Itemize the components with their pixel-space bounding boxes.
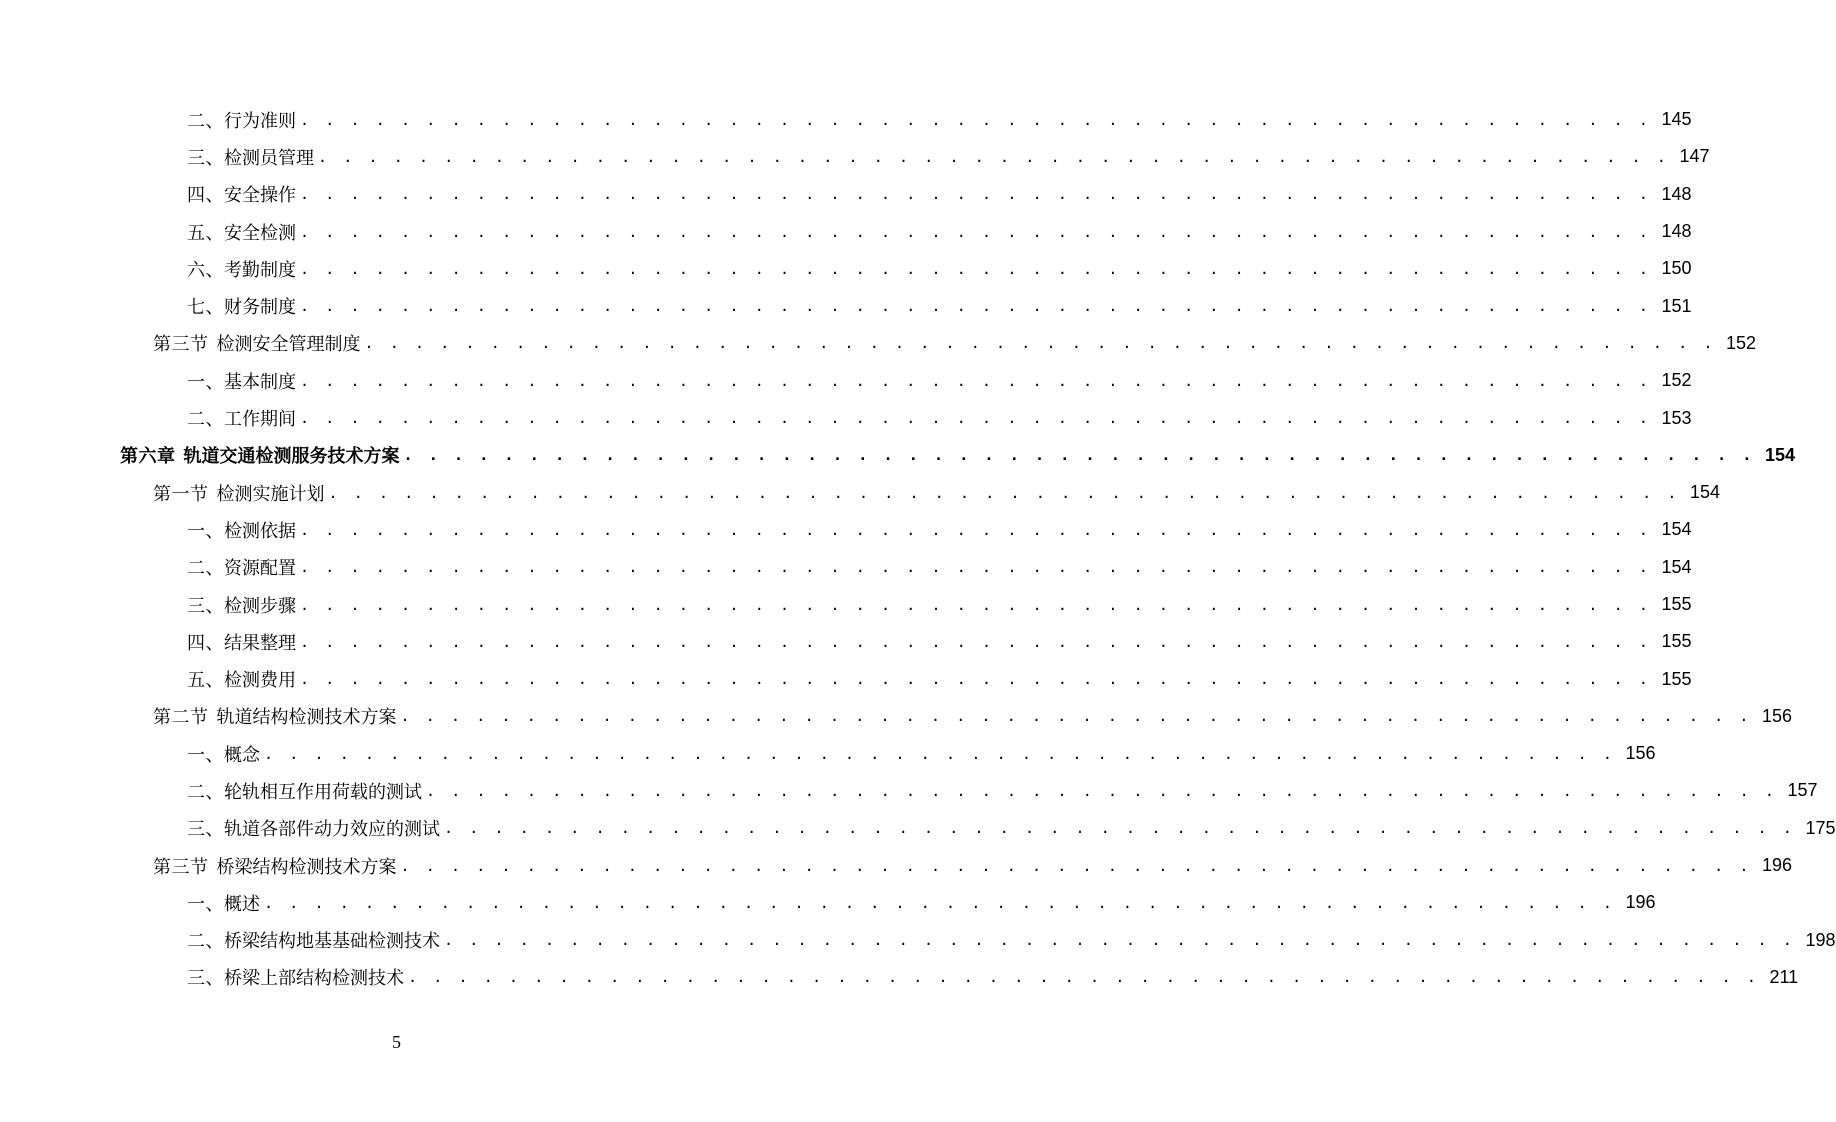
toc-entry-page: 145	[1661, 109, 1692, 130]
dot-leader: . . . . . . . . . . . . . . . . . . . . . . . . . . . . . . . . . . . . . . . . . . . . . . . . . . . . . .	[300, 520, 1652, 539]
toc-entry-title: 行为准则	[224, 110, 296, 132]
toc-entry-page: 154	[1661, 519, 1692, 540]
toc-entry[interactable]	[0, 325, 1757, 362]
toc-entry[interactable]	[0, 735, 1656, 772]
toc-entry-label	[153, 853, 397, 879]
toc-entry-page: 154	[1690, 482, 1721, 503]
dot-leader: . . . . . . . . . . . . . . . . . . . . . . . . . . . . . . . . . . . . . . . . . . . . . . . . . . . . . .	[300, 371, 1652, 390]
toc-entry-title: 结果整理	[224, 632, 296, 654]
toc-entry-prefix: 四、	[187, 185, 224, 207]
toc-entry-prefix: 一、	[187, 744, 224, 766]
toc-entry-page: 156	[1625, 743, 1656, 764]
toc-entry-page: 175	[1805, 817, 1836, 838]
toc-entry-prefix: 第三节	[153, 856, 209, 878]
toc-entry-prefix: 三、	[187, 968, 224, 990]
dot-leader: . . . . . . . . . . . . . . . . . . . . . . . . . . . . . . . . . . . . . . . . . . . . . . . . . . . . . .	[300, 297, 1652, 316]
toc-entry-label	[187, 741, 260, 767]
toc-entry-page: 151	[1661, 295, 1692, 316]
toc-entry-prefix: 三、	[187, 147, 224, 169]
toc-entry-label	[187, 256, 296, 282]
toc-entry-label	[187, 964, 404, 990]
toc-entry-label	[187, 181, 296, 207]
dot-leader: . . . . . . . . . . . . . . . . . . . . . . . . . . . . . . . . . . . . . . . . . . . . . . . . . . . . . .	[300, 185, 1652, 204]
toc-entry-page: 211	[1769, 966, 1799, 987]
toc-entry-page: 153	[1661, 407, 1692, 428]
dot-leader: . . . . . . . . . . . . . . . . . . . . . . . . . . . . . . . . . . . . . . . . . . . . . . . . . . . . . .	[364, 334, 1716, 353]
dot-leader: . . . . . . . . . . . . . . . . . . . . . . . . . . . . . . . . . . . . . . . . . . . . . . . . . . . . . .	[300, 670, 1652, 689]
toc-entry-label	[187, 890, 260, 916]
toc-entry-title: 工作期间	[224, 409, 296, 431]
toc-entry-prefix: 七、	[187, 297, 224, 319]
toc-entry-title: 检测依据	[224, 520, 296, 542]
dot-leader: . . . . . . . . . . . . . . . . . . . . . . . . . . . . . . . . . . . . . . . . . . . . . . . . . . . . . .	[300, 632, 1652, 651]
toc-entry-label	[187, 517, 296, 543]
toc-entry-label	[187, 927, 440, 953]
toc-entry-prefix: 五、	[187, 670, 224, 692]
dot-leader: . . . . . . . . . . . . . . . . . . . . . . . . . . . . . . . . . . . . . . . . . . . . . . . . . . . . . .	[300, 110, 1652, 129]
toc-entry-title: 桥梁结构检测技术方案	[216, 856, 397, 878]
toc-entry-prefix: 三、	[187, 595, 224, 617]
toc-entry-label	[187, 629, 296, 655]
toc-entry-label	[187, 293, 296, 319]
dot-leader: . . . . . . . . . . . . . . . . . . . . . . . . . . . . . . . . . . . . . . . . . . . . . . . . . . . . . .	[318, 147, 1670, 166]
toc-entry[interactable]	[0, 362, 1692, 399]
toc-entry[interactable]	[0, 474, 1721, 511]
dot-leader: . . . . . . . . . . . . . . . . . . . . . . . . . . . . . . . . . . . . . . . . . . . . . . . . . . . . . .	[400, 707, 1752, 726]
dot-leader: . . . . . . . . . . . . . . . . . . . . . . . . . . . . . . . . . . . . . . . . . . . . . . . . . . . . . .	[300, 558, 1652, 577]
toc-entry-prefix: 二、	[187, 409, 224, 431]
page-number: 5	[392, 1032, 401, 1052]
toc-entry-prefix: 四、	[187, 632, 224, 654]
toc-entry[interactable]	[0, 213, 1692, 250]
toc-entry[interactable]	[0, 437, 1796, 474]
toc-entry-prefix: 一、	[187, 520, 224, 542]
toc-entry-page: 148	[1661, 221, 1692, 242]
toc-entry[interactable]	[0, 922, 1836, 959]
toc-entry-title: 轨道交通检测服务技术方案	[183, 446, 400, 468]
toc-entry-page: 152	[1661, 370, 1692, 391]
toc-entry-title: 检测员管理	[224, 147, 314, 169]
toc-entry-label	[187, 368, 296, 394]
toc-entry-page: 147	[1679, 146, 1710, 167]
dot-leader: . . . . . . . . . . . . . . . . . . . . . . . . . . . . . . . . . . . . . . . . . . . . . . . . . . . . . .	[264, 893, 1616, 912]
toc-entry-label	[187, 144, 314, 170]
toc-entry-prefix: 一、	[187, 893, 224, 915]
dot-leader: . . . . . . . . . . . . . . . . . . . . . . . . . . . . . . . . . . . . . . . . . . . . . . . . . . . . . .	[400, 856, 1752, 875]
toc-entry-prefix: 第一节	[153, 483, 209, 505]
toc-entry-page: 154	[1661, 556, 1692, 577]
toc-entry-prefix: 六、	[187, 259, 224, 281]
toc-entry-label	[187, 666, 296, 692]
toc-entry[interactable]	[0, 511, 1692, 548]
toc-entry-page: 156	[1762, 705, 1793, 726]
toc-entry-label	[187, 405, 296, 431]
dot-leader: . . . . . . . . . . . . . . . . . . . . . . . . . . . . . . . . . . . . . . . . . . . . . . . . . . . . . .	[300, 595, 1652, 614]
toc-entry[interactable]	[0, 698, 1793, 735]
toc-entry-prefix: 一、	[187, 371, 224, 393]
toc-entry-page: 155	[1661, 594, 1692, 614]
toc-entry-page: 196	[1625, 892, 1656, 913]
toc-entry-title: 安全检测	[224, 222, 296, 244]
toc-entry-title: 轨道各部件动力效应的测试	[224, 819, 440, 841]
toc-entry-page: 198	[1805, 929, 1836, 950]
toc-entry-title: 安全操作	[224, 185, 296, 207]
toc-entry-page: 154	[1765, 444, 1796, 465]
toc-entry[interactable]	[0, 810, 1836, 847]
dot-leader: . . . . . . . . . . . . . . . . . . . . . . . . . . . . . . . . . . . . . . . . . . . . . . . . . . . . . .	[403, 446, 1755, 465]
toc-entry-page: 157	[1787, 780, 1818, 801]
toc-entry-title: 资源配置	[224, 558, 296, 580]
toc-entry-prefix: 五、	[187, 222, 224, 244]
toc-entry-label	[187, 219, 296, 245]
toc-entry-label	[153, 330, 361, 356]
toc-entry-page: 196	[1762, 855, 1793, 876]
dot-leader: . . . . . . . . . . . . . . . . . . . . . . . . . . . . . . . . . . . . . . . . . . . . . . . . . . . . . .	[444, 819, 1796, 838]
toc-entry-label	[120, 442, 400, 468]
toc-entry-title: 概念	[224, 744, 260, 766]
dot-leader: . . . . . . . . . . . . . . . . . . . . . . . . . . . . . . . . . . . . . . . . . . . . . . . . . . . . . .	[300, 409, 1652, 428]
toc-entry-title: 轮轨相互作用荷载的测试	[224, 781, 422, 803]
toc-entry-prefix: 二、	[187, 558, 224, 580]
toc-entry[interactable]	[0, 660, 1692, 697]
dot-leader: . . . . . . . . . . . . . . . . . . . . . . . . . . . . . . . . . . . . . . . . . . . . . . . . . . . . . .	[300, 259, 1652, 278]
toc-entry-title: 考勤制度	[224, 259, 296, 281]
toc-entry-page: 150	[1661, 258, 1692, 279]
toc-entry-title: 轨道结构检测技术方案	[216, 707, 397, 729]
toc-entry-page: 148	[1661, 183, 1692, 204]
dot-leader: . . . . . . . . . . . . . . . . . . . . . . . . . . . . . . . . . . . . . . . . . . . . . . . . . . . . . .	[328, 483, 1680, 502]
toc-entry[interactable]	[0, 623, 1692, 660]
dot-leader: . . . . . . . . . . . . . . . . . . . . . . . . . . . . . . . . . . . . . . . . . . . . . . . . . . . . . .	[300, 222, 1652, 241]
dot-leader: . . . . . . . . . . . . . . . . . . . . . . . . . . . . . . . . . . . . . . . . . . . . . . . . . . . . . .	[408, 968, 1760, 987]
toc-entry-page: 152	[1726, 332, 1757, 353]
toc-entry-label	[187, 778, 422, 804]
toc-entry-prefix: 二、	[187, 781, 224, 803]
toc-entry-title: 检测实施计划	[216, 483, 325, 505]
table-of-contents	[0, 101, 1836, 996]
dot-leader: . . . . . . . . . . . . . . . . . . . . . . . . . . . . . . . . . . . . . . . . . . . . . . . . . . . . . .	[426, 781, 1778, 800]
toc-entry-title: 基本制度	[224, 371, 296, 393]
toc-entry-title: 检测费用	[224, 670, 296, 692]
toc-entry[interactable]	[0, 847, 1793, 884]
toc-entry[interactable]	[0, 772, 1818, 809]
toc-entry-label	[153, 703, 397, 729]
dot-leader: . . . . . . . . . . . . . . . . . . . . . . . . . . . . . . . . . . . . . . . . . . . . . . . . . . . . . .	[444, 931, 1796, 950]
toc-entry-title: 检测步骤	[224, 595, 296, 617]
dot-leader: . . . . . . . . . . . . . . . . . . . . . . . . . . . . . . . . . . . . . . . . . . . . . . . . . . . . . .	[264, 744, 1616, 763]
toc-entry[interactable]	[0, 250, 1692, 287]
toc-entry-label	[187, 107, 296, 133]
toc-entry[interactable]	[0, 549, 1692, 586]
toc-entry[interactable]	[0, 959, 1799, 996]
toc-entry-label	[187, 815, 440, 841]
toc-entry[interactable]	[0, 101, 1692, 138]
toc-entry-title: 概述	[224, 893, 260, 915]
toc-entry-prefix: 第六章	[120, 446, 176, 468]
toc-entry[interactable]	[0, 138, 1710, 175]
toc-entry[interactable]	[0, 399, 1692, 436]
toc-entry-title: 检测安全管理制度	[216, 334, 361, 356]
toc-entry-label	[153, 480, 325, 506]
toc-entry-title: 桥梁结构地基基础检测技术	[224, 931, 440, 953]
toc-entry-page: 155	[1661, 631, 1692, 652]
toc-entry-label	[187, 592, 296, 618]
toc-entry-page: 155	[1661, 668, 1692, 689]
toc-entry-prefix: 二、	[187, 931, 224, 953]
toc-entry-label	[187, 554, 296, 580]
toc-entry[interactable]	[0, 586, 1692, 623]
toc-entry-prefix: 第三节	[153, 334, 209, 356]
toc-entry-title: 财务制度	[224, 297, 296, 319]
toc-entry-prefix: 三、	[187, 819, 224, 841]
toc-entry[interactable]	[0, 287, 1692, 324]
toc-entry-prefix: 二、	[187, 110, 224, 132]
toc-entry-prefix: 第二节	[153, 707, 209, 729]
toc-entry-title: 桥梁上部结构检测技术	[224, 968, 404, 990]
toc-entry[interactable]	[0, 884, 1656, 921]
toc-entry[interactable]	[0, 176, 1692, 213]
